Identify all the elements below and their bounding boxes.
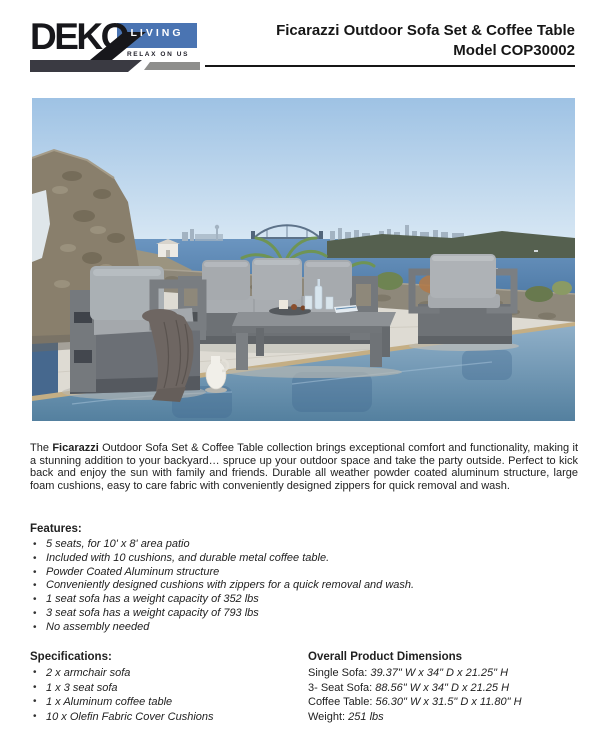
- dimension-label: Single Sofa:: [308, 667, 371, 679]
- dimension-value: 251 lbs: [348, 710, 384, 723]
- product-photo: [32, 98, 575, 421]
- features-heading: Features:: [30, 523, 82, 535]
- document-title: [205, 21, 575, 67]
- feature-item: • No assembly needed: [30, 621, 578, 635]
- title-line-2: Model COP30002: [453, 41, 575, 59]
- dimension-row: [308, 710, 578, 725]
- dimension-value: 39.37" W x 34" D x 21.25" H: [370, 667, 509, 679]
- feature-item: • Powder Coated Aluminum structure: [30, 566, 578, 580]
- product-description: [30, 442, 578, 492]
- water-bottle: [315, 286, 322, 309]
- feature-item: • Conveniently designed cushions with zippers for a quick removal and wash.: [30, 579, 578, 593]
- dimension-row: [308, 666, 578, 681]
- features-list: [30, 538, 578, 635]
- dimension-row: [308, 695, 578, 710]
- feature-item: • 1 seat sofa has a weight capacity of 352 lbs: [30, 593, 578, 607]
- logo-brand-text: DEKO: [30, 16, 127, 57]
- candle: [279, 300, 288, 309]
- spec-item: • 1 x Aluminum coffee table: [30, 695, 295, 710]
- small-cup: [291, 304, 297, 310]
- description-prefix: The: [30, 442, 53, 454]
- logo-living-text: LIVING: [130, 27, 184, 39]
- feature-item: • 3 seat sofa has a weight capacity of 793 lbs: [30, 607, 578, 621]
- logo-tagline-text: RELAX ON US: [126, 51, 190, 58]
- spec-item: • 1 x 3 seat sofa: [30, 681, 295, 696]
- specifications-heading: Specifications:: [30, 651, 112, 663]
- feature-item: • 5 seats, for 10' x 8' area patio: [30, 538, 578, 552]
- dimension-value: 56.30" W x 31.5" D x 11.80" H: [375, 696, 522, 708]
- glass-2: [326, 297, 333, 309]
- specifications-section: [30, 651, 295, 724]
- features-section: [30, 523, 578, 635]
- description-brand: Ficarazzi: [52, 442, 99, 454]
- logo-gray-bar: [144, 62, 200, 70]
- spec-item: • 10 x Olefin Fabric Cover Cushions: [30, 710, 295, 725]
- deko-living-logo: [30, 16, 202, 74]
- glass: [305, 296, 312, 309]
- dimension-label: Weight:: [308, 710, 349, 723]
- dimension-label: Coffee Table:: [308, 696, 376, 708]
- title-line-1: Ficarazzi Outdoor Sofa Set & Coffee Table: [276, 22, 575, 39]
- table-shadow: [226, 366, 402, 378]
- spec-item: • 2 x armchair sofa: [30, 666, 295, 681]
- feature-item: • Included with 10 cushions, and durable metal coffee table.: [30, 552, 578, 566]
- dimensions-section: [308, 651, 578, 724]
- specifications-list: [30, 666, 295, 724]
- dimension-row: [308, 681, 578, 696]
- description-body: Outdoor Sofa Set & Coffee Table collection brings exceptional comfort and functionality, making it a stunning addition to your backyard… spruce up your outdoor space and take the party outside. Perfect to kick back and enjoy the sun with family and friends. Durable all weather powder coated aluminum structure, large foam cushions, easy to care fabric with conveniently designed zippers for quick removal and wash.: [30, 442, 578, 492]
- dimensions-heading: Overall Product Dimensions: [308, 651, 463, 663]
- dimension-label: 3- Seat Sofa:: [308, 681, 376, 694]
- dimension-value: 88.56" W x 34" D x 21.25 H: [375, 681, 510, 694]
- logo-dark-bar: [30, 60, 142, 72]
